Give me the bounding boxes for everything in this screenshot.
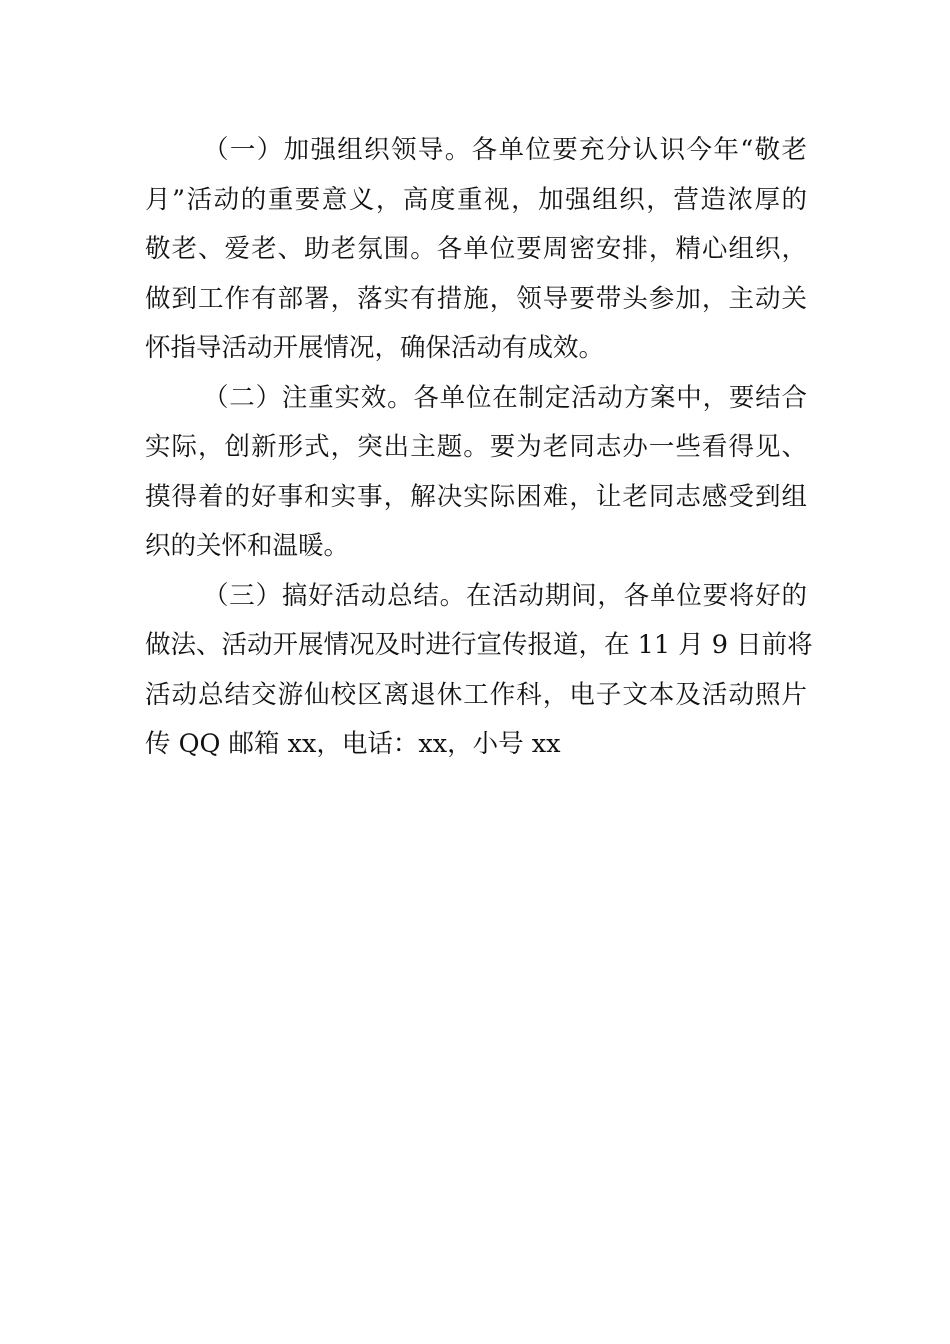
- paragraph-line: 活动总结交游仙校区离退休工作科，电子文本及活动照片: [145, 679, 807, 710]
- paragraph-line: 做到工作有部署，落实有措施，领导要带头参加，主动关: [145, 283, 807, 314]
- document-body: [145, 126, 813, 770]
- paragraph-line: 实际，创新形式，突出主题。要为老同志办一些看得见、: [145, 432, 807, 462]
- paragraph-line: 敬老、爱老、助老氛围。各单位要周密安排，精心组织，: [145, 234, 807, 264]
- paragraph-line: （一）加强组织领导。各单位要充分认识今年“敬老: [203, 135, 807, 165]
- paragraph-activity-summary: [145, 572, 813, 770]
- paragraph-line: 摸得着的好事和实事，解决实际困难，让老同志感受到组: [145, 481, 807, 512]
- paragraph-line: 月”活动的重要意义，高度重视，加强组织，营造浓厚的: [145, 184, 807, 215]
- paragraph-line: （三）搞好活动总结。在活动期间，各单位要将好的: [203, 580, 807, 611]
- paragraph-line: 织的关怀和温暖。: [145, 531, 350, 561]
- paragraph-line: （二）注重实效。各单位在制定活动方案中，要结合: [203, 382, 807, 413]
- paragraph-line: 传 QQ 邮箱 xx，电话：xx，小号 xx: [145, 729, 561, 759]
- paragraph-organization-leadership: [145, 126, 807, 374]
- paragraph-line: 做法、活动开展情况及时进行宣传报道，在 11 月 9 日前将: [145, 630, 813, 660]
- paragraph-practical-results: [145, 374, 807, 572]
- paragraph-line: 怀指导活动开展情况，确保活动有成效。: [145, 333, 605, 363]
